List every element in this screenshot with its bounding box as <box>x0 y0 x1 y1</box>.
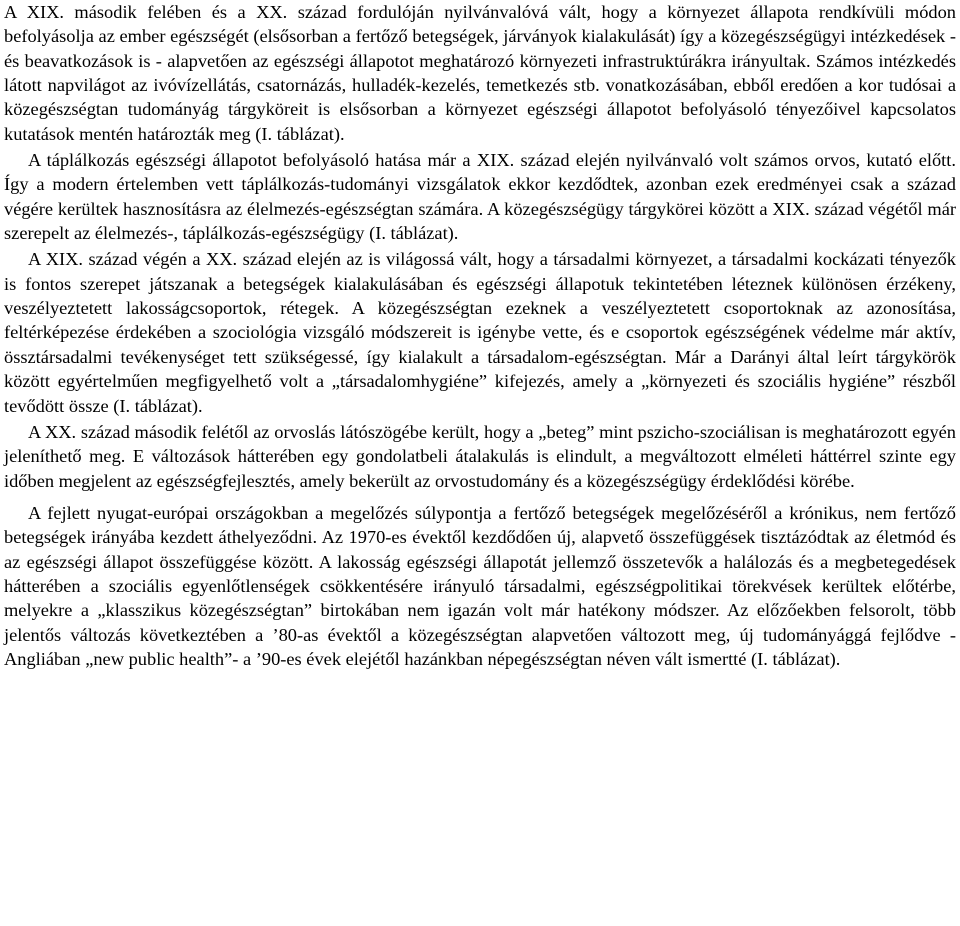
paragraph-4: A XX. század második felétől az orvoslás látószögébe került, hogy a „beteg” mint pszicho-szociálisan is meghatározott egyén jeleníthető meg. E változások hátterében egy gondolatbeli átalakulás is elindult, a megváltozott elméleti háttérrel szinte egy időben megjelent az egészségfejlesztés, amely bekerült az orvostudomány és a közegészségügy érdeklődési körébe. <box>4 421 956 491</box>
paragraph-1: A XIX. második felében és a XX. század fordulóján nyilvánvalóvá vált, hogy a környezet állapota rendkívüli módon befolyásolja az ember egészségét (elsősorban a fertőző betegségek, járványok kialakulását) így a közegészségügyi intézkedések - és beavatkozások is - alapvetően az egészségi állapotot meghatározó környezeti infrastruktúrákra irányultak. Számos intézkedés látott napvilágot az ivóvízellátás, csatornázás, hulladék-kezelés, temetkezés stb. vonatkozásában, ebből eredően a kor tudósai a közegészségtan tudományág tárgyköreit is elsősorban a környezet egészségi állapotot befolyásoló tényezőivel kapcsolatos kutatások mentén határozták meg (I. táblázat). <box>4 2 956 144</box>
paragraph-2: A táplálkozás egészségi állapotot befolyásoló hatása már a XIX. század elején nyilvánvaló volt számos orvos, kutató előtt. Így a modern értelemben vett táplálkozás-tudományi vizsgálatok ekkor kezdődtek, azonban ezek eredményei csak a század végére kerültek hasznosításra az élelmezés-egészségtan számára. A közegészségügy tárgykörei között a XIX. század végétől már szerepelt az élelmezés-, táplálkozás-egészségügy (I. táblázat). <box>4 150 956 244</box>
paragraph-3: A XIX. század végén a XX. század elején az is világossá vált, hogy a társadalmi környezet, a társadalmi kockázati tényezők is fontos szerepet játszanak a betegségek kialakulásában és egészségi állapotuk tekintetében léteznek különösen érzékeny, veszélyeztetett lakosságcsoportok, rétegek. A közegészségtan ezeknek a veszélyeztetett csoportoknak az azonosítása, feltérképezése érdekében a szociológia vizsgáló módszereit is igénybe vette, és e csoportok egészségének védelme már aktív, össztársadalmi tevékenységet tett szükségessé, így kialakult a társadalom-egészségtan. Már a Darányi által leírt tárgykörök között egyértelműen megfigyelhető volt a „társadalomhygiéne” kifejezés, amely a „környezeti és szociális hygiéne” részből tevődött össze (I. táblázat). <box>4 249 956 416</box>
document-page <box>4 0 956 671</box>
paragraph-5: A fejlett nyugat-európai országokban a megelőzés súlypontja a fertőző betegségek megelőzéséről a krónikus, nem fertőző betegségek irányába kezdett áthelyeződni. Az 1970-es évektől kezdődően új, alapvető összefüggések tisztázódtak az életmód és az egészségi állapot összefüggése között. A lakosság egészségi állapotát jellemző összetevők a halálozás és a megbetegedések hátterében a szociális egyenlőtlenségek csökkentésére irányuló társadalmi, egészségpolitikai törekvések kerültek előtérbe, melyekre a „klasszikus közegészségtan” birtokában nem igazán volt már hatékony módszer. Az előzőekben felsorolt, több jelentős változás következtében a ’80-as évektől a közegészségtan alapvetően változott meg, új tudományággá fejlődve - Angliában „new public health”- a ’90-es évek elejétől hazánkban népegészségtan néven vált ismertté (I. táblázat). <box>4 502 956 669</box>
